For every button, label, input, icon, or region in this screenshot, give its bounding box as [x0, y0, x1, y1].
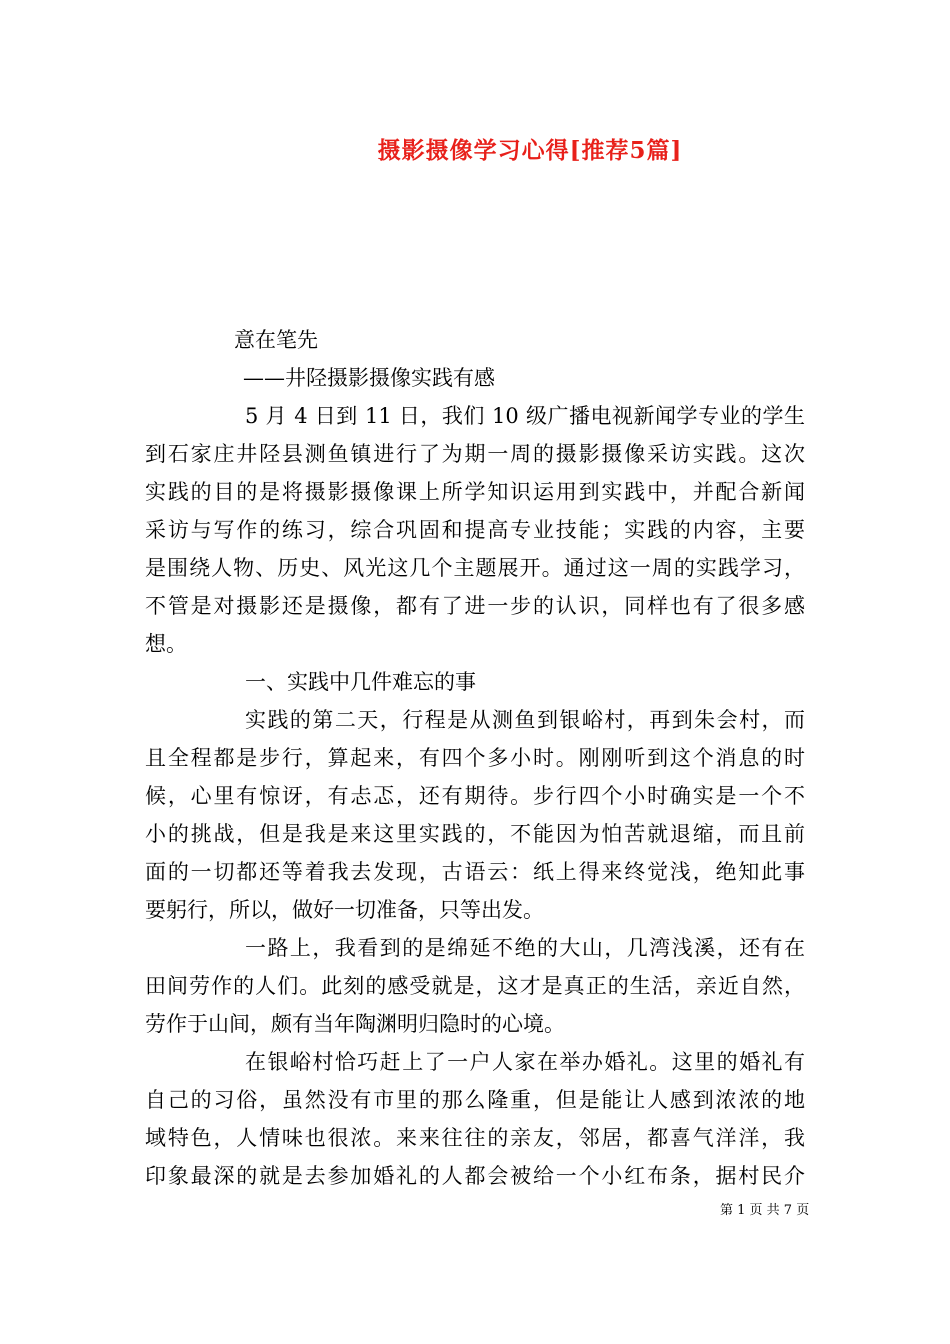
document-title: 摄影摄像学习心得[推荐5篇]	[377, 137, 683, 164]
section-title-1: 一、实践中几件难忘的事	[245, 670, 476, 694]
paragraph-line: 候，心里有惊讶，有忐忑，还有期待。步行四个小时确实是一个不	[145, 784, 805, 808]
section-subheading: ——井陉摄影摄像实践有感	[243, 366, 495, 390]
paragraph-line: 田间劳作的人们。此刻的感受就是，这才是真正的生活，亲近自然，	[145, 974, 805, 998]
page-number: 第 1 页 共 7 页	[720, 1203, 810, 1218]
paragraph-line: 是围绕人物、历史、风光这几个主题展开。通过这一周的实践学习，	[145, 556, 805, 580]
paragraph-line: 在银峪村恰巧赶上了一户人家在举办婚礼。这里的婚礼有	[245, 1050, 805, 1074]
paragraph-line: 不管是对摄影还是摄像，都有了进一步的认识，同样也有了很多感	[145, 594, 805, 618]
paragraph-line: 采访与写作的练习，综合巩固和提高专业技能；实践的内容，主要	[145, 518, 805, 542]
paragraph-line: 实践的目的是将摄影摄像课上所学知识运用到实践中，并配合新闻	[145, 480, 805, 504]
paragraph-line: 面的一切都还等着我去发现，古语云：纸上得来终觉浅，绝知此事	[145, 860, 805, 884]
paragraph-line: 5 月 4 日到 11 日，我们 10 级广播电视新闻学专业的学生	[245, 404, 805, 428]
paragraph-line: 且全程都是步行，算起来，有四个多小时。刚刚听到这个消息的时	[145, 746, 805, 770]
paragraph-line: 一路上，我看到的是绵延不绝的大山，几湾浅溪，还有在	[245, 936, 805, 960]
section-heading: 意在笔先	[234, 328, 318, 352]
paragraph-line: 小的挑战，但是我是来这里实践的，不能因为怕苦就退缩，而且前	[145, 822, 805, 846]
paragraph-line: 要躬行，所以，做好一切准备，只等出发。	[145, 898, 544, 922]
paragraph-line: 自己的习俗，虽然没有市里的那么隆重，但是能让人感到浓浓的地	[145, 1088, 805, 1112]
paragraph-line: 印象最深的就是去参加婚礼的人都会被给一个小红布条，据村民介	[145, 1164, 805, 1188]
paragraph-line: 实践的第二天，行程是从测鱼到银峪村，再到朱会村，而	[245, 708, 805, 732]
paragraph-line: 劳作于山间，颇有当年陶渊明归隐时的心境。	[145, 1012, 565, 1036]
paragraph-line: 域特色，人情味也很浓。来来往往的亲友，邻居，都喜气洋洋，我	[145, 1126, 805, 1150]
paragraph-line: 到石家庄井陉县测鱼镇进行了为期一周的摄影摄像采访实践。这次	[145, 442, 805, 466]
paragraph-line: 想。	[145, 632, 187, 656]
